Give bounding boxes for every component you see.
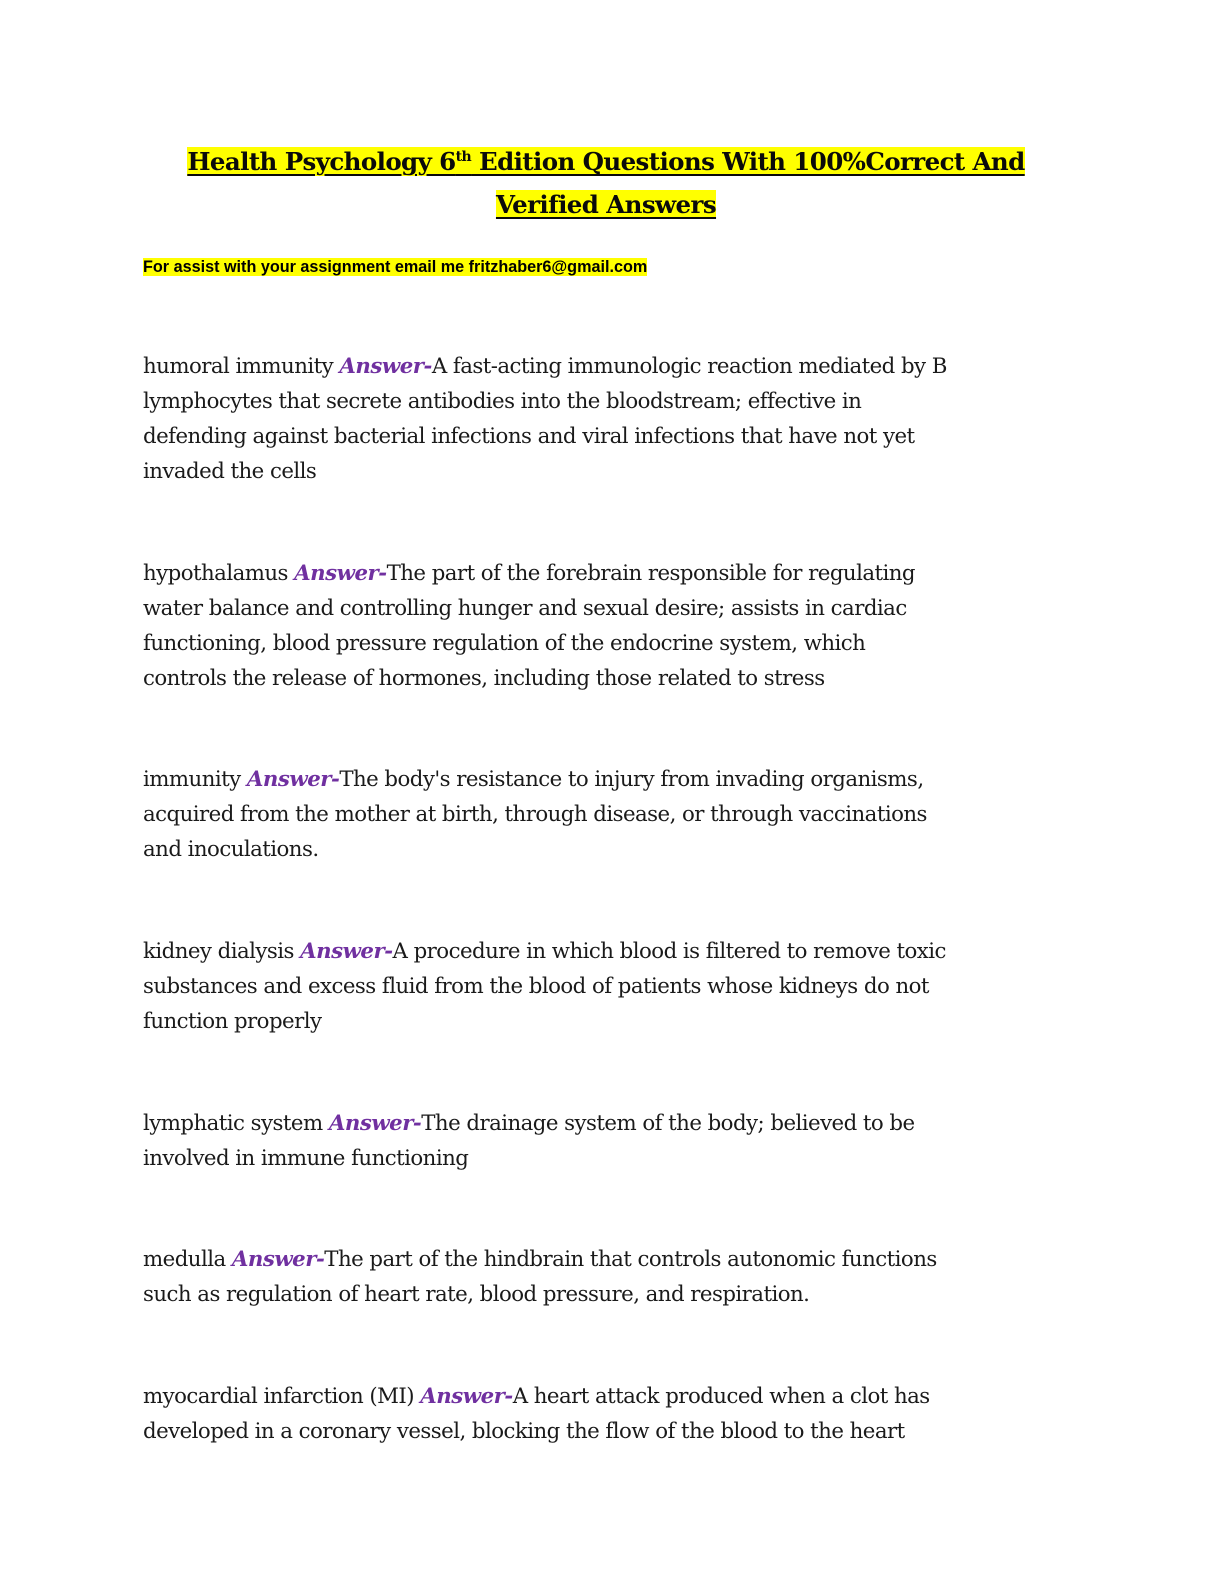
answer-label: Answer- bbox=[328, 1111, 422, 1136]
entry-lymphatic-system bbox=[143, 1106, 1083, 1176]
title-text-1a: Health Psychology 6 bbox=[187, 147, 456, 176]
entry-line: water balance and controlling hunger and sexual desire; assists in cardiac bbox=[143, 596, 907, 621]
entry-definition: A fast-acting immunologic reaction mediated by B bbox=[431, 354, 947, 379]
entry-line bbox=[143, 1242, 1083, 1277]
entry-definition: The body's resistance to injury from invading organisms, bbox=[339, 767, 924, 792]
answer-label: Answer- bbox=[231, 1247, 325, 1272]
entry-line: lymphocytes that secrete antibodies into the bloodstream; effective in bbox=[143, 389, 862, 414]
answer-label: Answer- bbox=[420, 1384, 513, 1409]
entry-definition: A procedure in which blood is filtered to remove toxic bbox=[392, 939, 946, 964]
answer-label: Answer- bbox=[294, 561, 387, 586]
entry-line bbox=[143, 349, 1083, 384]
entry-line bbox=[143, 1379, 1083, 1414]
assist-note bbox=[143, 255, 647, 279]
title-line-2 bbox=[143, 183, 1069, 226]
entry-kidney-dialysis bbox=[143, 934, 1083, 1039]
title-highlight-2 bbox=[496, 190, 716, 219]
entry-medulla bbox=[143, 1242, 1083, 1312]
entry-humoral-immunity bbox=[143, 349, 1083, 489]
answer-label: Answer- bbox=[246, 767, 340, 792]
entry-line: and inoculations. bbox=[143, 837, 319, 862]
entry-definition: The part of the hindbrain that controls autonomic functions bbox=[324, 1247, 937, 1272]
entry-line bbox=[143, 556, 1083, 591]
entry-term: medulla bbox=[143, 1247, 232, 1272]
entry-line: substances and excess fluid from the blood of patients whose kidneys do not bbox=[143, 974, 929, 999]
entry-line: invaded the cells bbox=[143, 459, 317, 484]
entry-immunity bbox=[143, 762, 1083, 867]
entry-term: myocardial infarction (MI) bbox=[143, 1384, 421, 1409]
answer-label: Answer- bbox=[300, 939, 393, 964]
entry-line: controls the release of hormones, including those related to stress bbox=[143, 666, 825, 691]
entry-term: immunity bbox=[143, 767, 247, 792]
title-text-2: Verified Answers bbox=[495, 190, 717, 219]
entry-line: involved in immune functioning bbox=[143, 1146, 469, 1171]
document-title bbox=[143, 140, 1069, 226]
entry-term: humoral immunity bbox=[143, 354, 340, 379]
title-line-1 bbox=[143, 140, 1069, 183]
title-text-1b: Edition Questions With 100%Correct And bbox=[471, 147, 1025, 176]
entry-definition: The drainage system of the body; believed to be bbox=[421, 1111, 915, 1136]
entry-line: function properly bbox=[143, 1009, 322, 1034]
assist-text: For assist with your assignment email me fritzhaber6@gmail.com bbox=[143, 258, 648, 276]
entry-term: hypothalamus bbox=[143, 561, 295, 586]
answer-label: Answer- bbox=[339, 354, 432, 379]
entry-term: lymphatic system bbox=[143, 1111, 329, 1136]
entry-line: such as regulation of heart rate, blood pressure, and respiration. bbox=[143, 1282, 810, 1307]
entry-line: defending against bacterial infections and viral infections that have not yet bbox=[143, 424, 915, 449]
title-superscript: th bbox=[455, 149, 472, 165]
entry-line bbox=[143, 762, 1083, 797]
entry-hypothalamus bbox=[143, 556, 1083, 696]
entry-line: developed in a coronary vessel, blocking the flow of the blood to the heart bbox=[143, 1419, 905, 1444]
entry-myocardial-infarction bbox=[143, 1379, 1083, 1449]
entry-definition: A heart attack produced when a clot has bbox=[512, 1384, 930, 1409]
entry-line bbox=[143, 1106, 1083, 1141]
entry-line: functioning, blood pressure regulation of the endocrine system, which bbox=[143, 631, 866, 656]
entry-line: acquired from the mother at birth, through disease, or through vaccinations bbox=[143, 802, 927, 827]
entry-term: kidney dialysis bbox=[143, 939, 301, 964]
entry-definition: The part of the forebrain responsible for regulating bbox=[386, 561, 916, 586]
title-highlight-1 bbox=[187, 147, 1024, 176]
entry-line bbox=[143, 934, 1083, 969]
